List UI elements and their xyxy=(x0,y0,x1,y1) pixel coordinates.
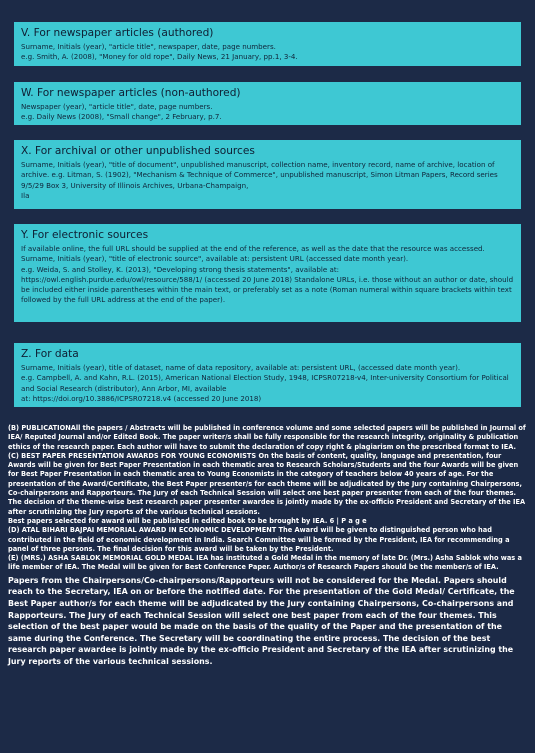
section-body: Surname, Initials (year), title of dataset, name of data repository, available at: persistent URL, (accessed date month year). e.g. Campbell, A. and Kahn, R.L. (2015), American National Election Study, 1948, ICPSR07218-v4, Inter-university Consortium for Political and Social Research (distributor), Ann Arbor, MI, available at: https://doi.org/10.3886/ICPSR07218.v4 (accessed 20 June 2018) xyxy=(21,363,509,403)
medal-rules-paragraph: Papers from the Chairpersons/Co-chairpersons/Rapporteurs will not be considered for the Medal. Papers should reach to the Secretary, IEA on or before the notified date. For the presentation of the Gold Medal/ Certificate, the Best Paper author/s for each theme will be adjudicated by the Jury containing Chairpersons, Co-chairpersons and Rapporteurs. The Jury of each Technical Session will select one best paper from each of the four themes. This selection of the best paper would be made on the basis of the quality of the Paper and the presentation of the same during the Conference. The Secretary will be coordinating the entire process. The decision of the best research paper awardee is jointly made by the ex-officio President and Secretary of the IEA after scrutinizing the Jury reports of the various technical sessions. xyxy=(8,575,515,666)
section-archival-sources xyxy=(14,140,521,209)
atal-bihari-award-paragraph: (D) ATAL BIHARI BAJPAI MEMORIAL AWARD IN ECONOMIC DEVELOPMENT The Award will be given to distinguished person who had contributed in the field of economic development in India. Search Committee will be formed by the President, IEA for recommending a panel of three persons. The final decision for this award will be taken by the President. xyxy=(8,526,510,553)
section-body: Newspaper (year), "article title", date, page numbers. e.g. Daily News (2008), "Small change", 2 February, p.7. xyxy=(21,102,222,122)
best-paper-awards-paragraph: (C) BEST PAPER PRESENTATION AWARDS FOR YOUNG ECONOMISTS On the basis of content, quality, language and presentation, four Awards will be given for Best Paper Presentation in each thematic area to Research Scholars/Students and the four Awards will be given for Best Paper Presentation in each thematic area to Young Economists in the category of teachers below 40 years of age. For the presentation of the Award/Certificate, the Best Paper presenter/s for each theme will be adjudicated by the Jury containing Chairpersons, Co-chairpersons and Rapporteurs. The Jury of each Technical Session will select one best paper presenter from each of the four themes. The decision of the theme-wise best research paper presenter awardee is jointly made by the ex-officio President and Secretary of the IEA after scrutinizing the Jury reports of the various technical sessions. xyxy=(8,451,526,516)
section-title: W. For newspaper articles (non-authored) xyxy=(21,87,241,99)
section-title: V. For newspaper articles (authored) xyxy=(21,27,214,39)
section-electronic-sources xyxy=(14,224,521,322)
section-newspaper-authored xyxy=(14,22,521,66)
body-text xyxy=(8,424,528,668)
section-body: If available online, the full URL should be supplied at the end of the reference, as well as the date that the resource was accessed. Surname, Initials (year), "title of electronic source", available at: persistent URL (accessed date month year). e.g. Weida, S. and Stolley, K. (2013), "Developing strong thesis statements", available at: https://owl.english.purdue.edu/owl/resource/588/1/ (accessed 20 June 2018) Standalone URLs, i.e. those without an author or date, should be included either inside parentheses within the main text, or preferably set as a note (Roman numeral within square brackets within text followed by the full URL address at the end of the paper). xyxy=(21,244,514,305)
section-title: Z. For data xyxy=(21,348,79,360)
publication-paragraph: (B) PUBLICATIONAll the papers / Abstracts will be published in conference volume and some selected papers will be published in Journal of IEA/ Reputed Journal and/or Edited Book. The paper writer/s shall be fully responsible for the research integrity, originality & publication ethics of the research paper. Each author will have to submit the declaration of copy right & plagiarism on the prescribed format to IEA. xyxy=(8,424,526,451)
section-title: Y. For electronic sources xyxy=(21,229,149,241)
section-newspaper-non-authored xyxy=(14,82,521,125)
section-data xyxy=(14,343,521,407)
gold-medal-paragraph: (E) (MRS.) ASHA SABLOK MEMORIAL GOLD MEDAL IEA has instituted a Gold Medal in the memory of late Dr. (Mrs.) Asha Sablok who was a life member of IEA. The Medal will be given for Best Conference Paper. Author/s of Research Papers should be the member/s of IEA. xyxy=(8,554,522,572)
award-publication-note: Best papers selected for award will be published in edited book to be brought by IEA. 6 | P a g e xyxy=(8,516,367,525)
section-body: Surname, Initials (year), "title of document", unpublished manuscript, collection name, inventory record, name of archive, location of archive. e.g. Litman, S. (1902), "Mechanism & Technique of Commerce", unpublished manuscript, Simon Litman Papers, Record series 9/5/29 Box 3, University of Illinois Archives, Urbana-Champaign, Ila xyxy=(21,160,498,200)
section-body: Surname, Initials (year), "article title", newspaper, date, page numbers. e.g. Smith, A. (2008), "Money for old rope", Daily News, 21 January, pp.1, 3-4. xyxy=(21,42,298,62)
section-title: X. For archival or other unpublished sources xyxy=(21,145,255,157)
